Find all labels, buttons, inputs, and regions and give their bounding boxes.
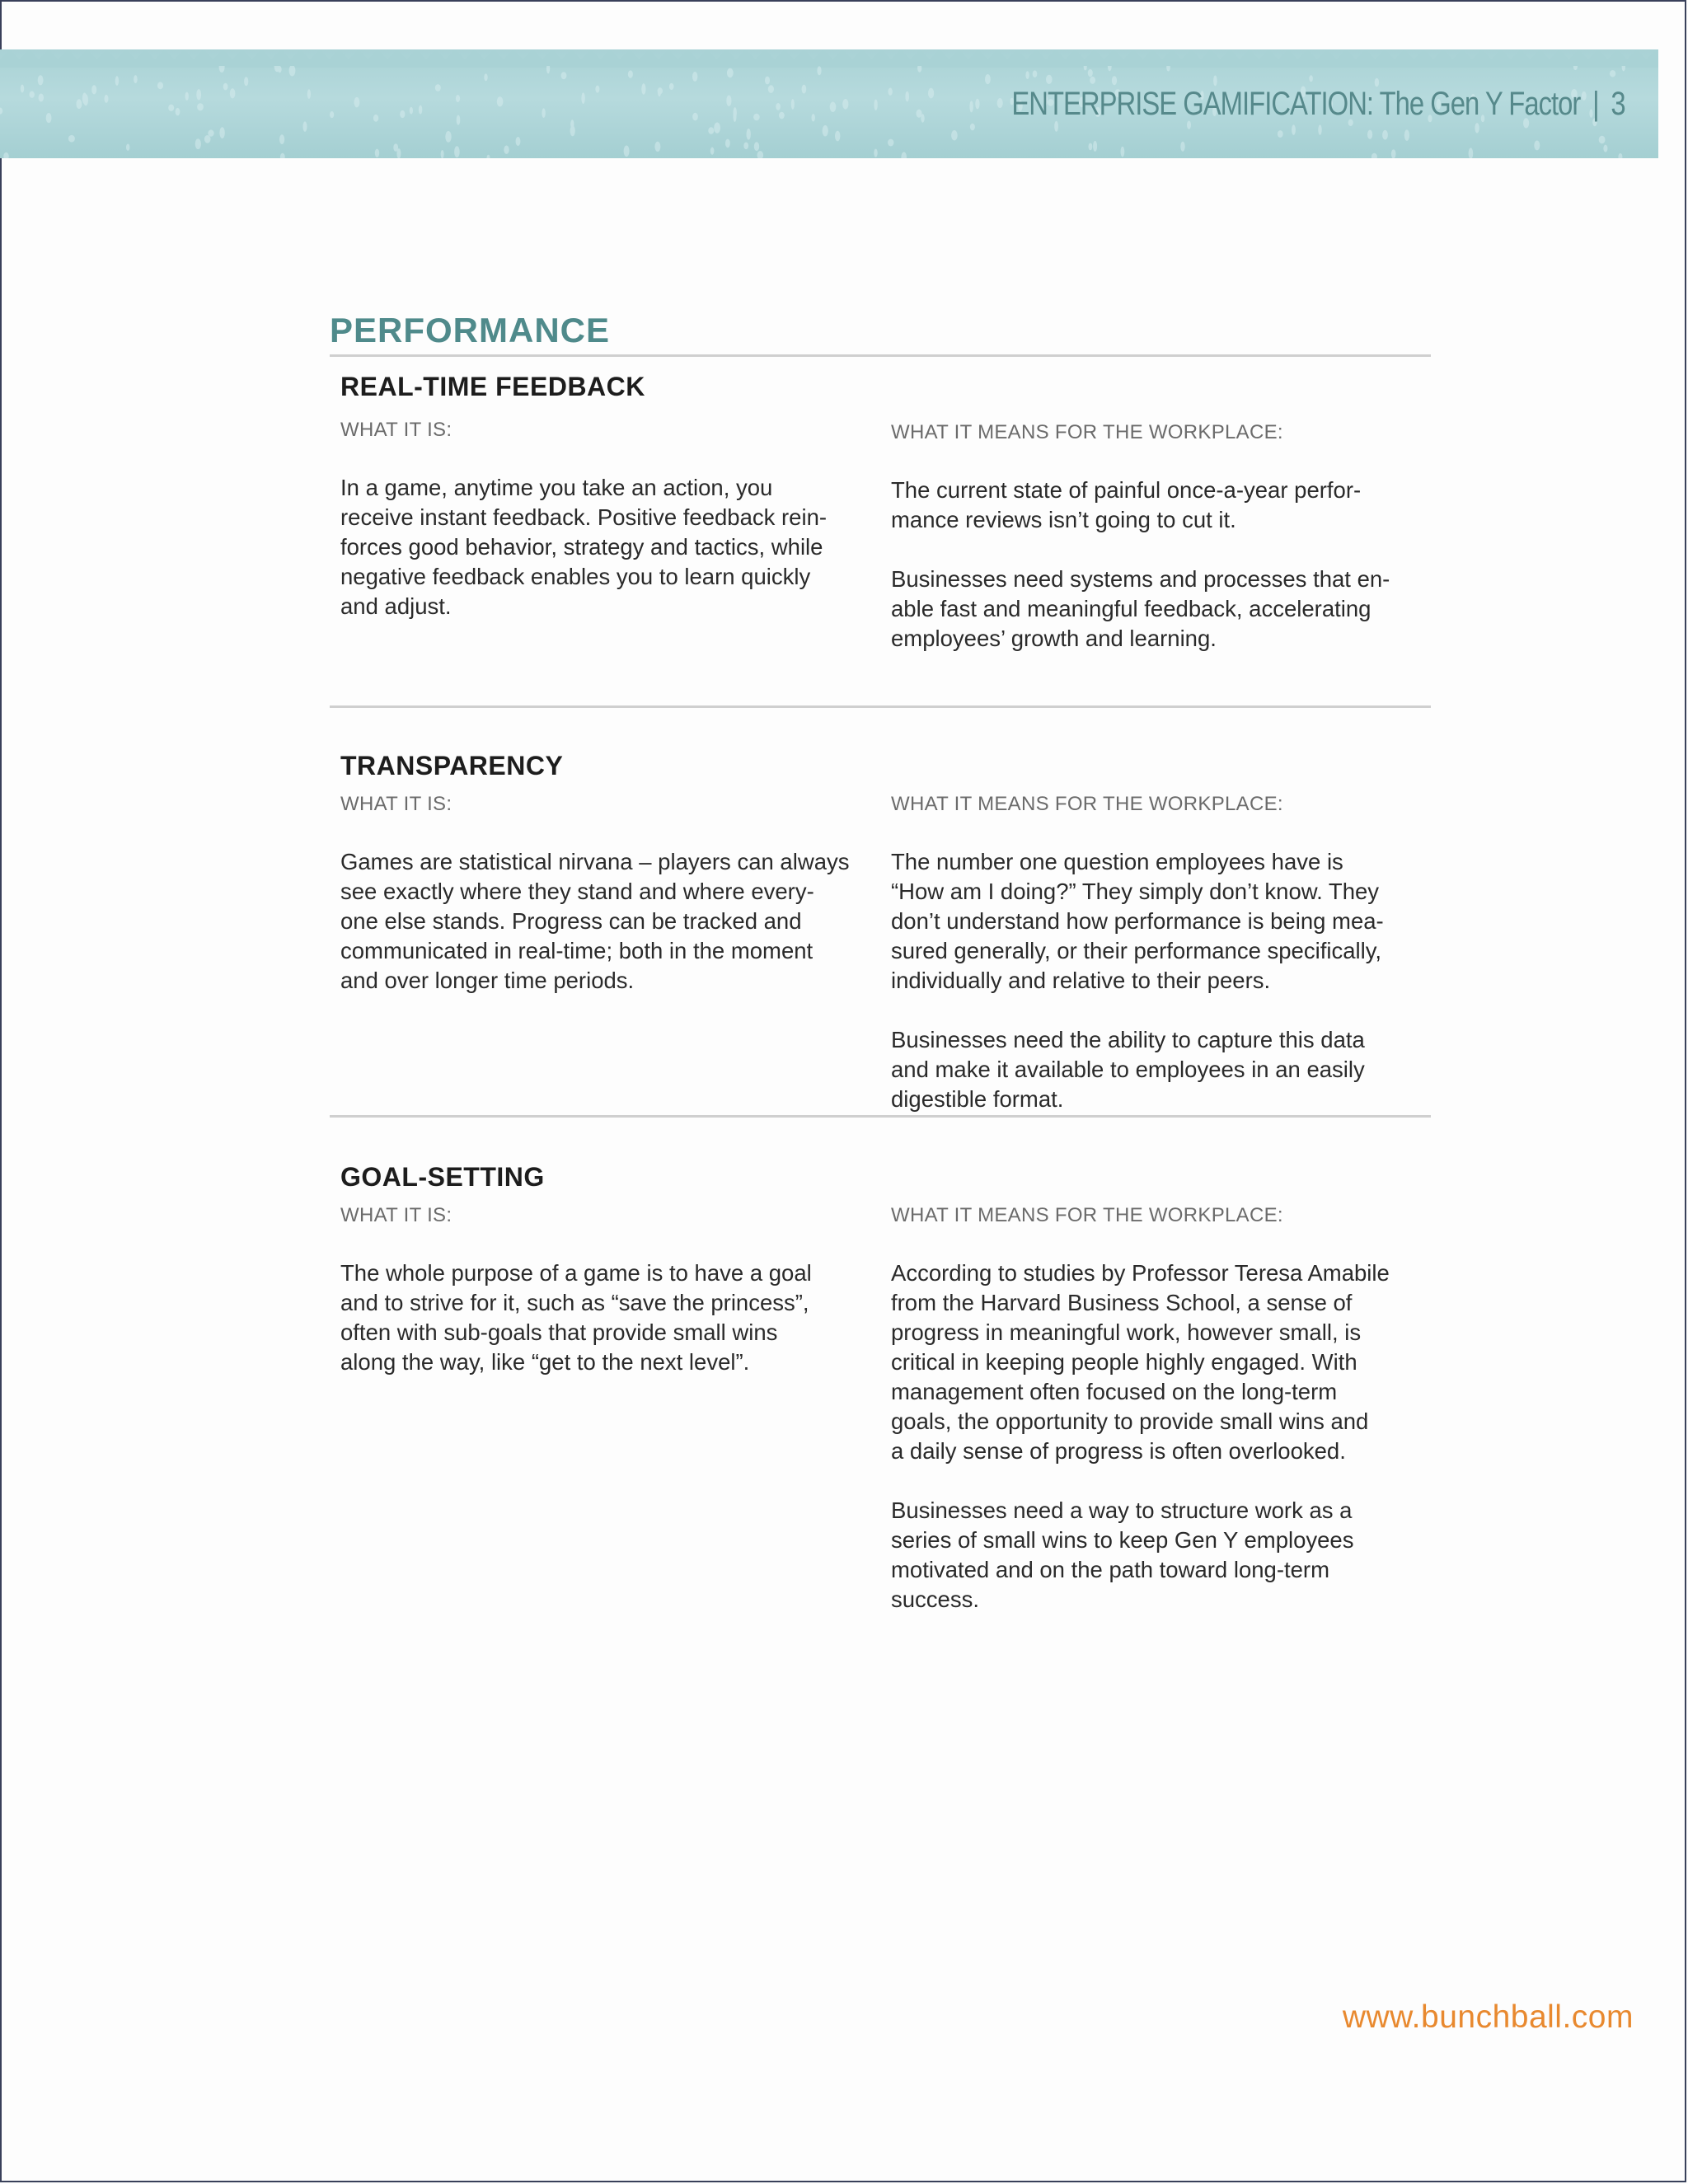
- header-speckle: [1610, 70, 1615, 77]
- block-title: TRANSPARENCY: [340, 751, 564, 781]
- header-speckle: [307, 89, 311, 99]
- header-speckle: [1622, 66, 1625, 72]
- header-speckle: [1180, 142, 1184, 152]
- header-speckle: [77, 99, 82, 109]
- header-speckle: [1372, 153, 1377, 158]
- header-speckle: [504, 146, 509, 154]
- workplace-column: [891, 1204, 1431, 1615]
- header-speckle: [1534, 141, 1540, 151]
- header-speckle: [768, 85, 774, 93]
- header-speckle: [692, 113, 698, 121]
- header-speckle: [487, 155, 490, 158]
- header-speckle: [1391, 149, 1396, 158]
- block-goal-setting: [330, 1118, 1431, 1615]
- header-speckle: [105, 95, 109, 103]
- running-header-separator: |: [1592, 86, 1599, 122]
- header-speckle: [970, 124, 975, 131]
- header-speckle: [765, 77, 770, 85]
- workplace-column: [891, 419, 1431, 654]
- header-speckle: [1213, 76, 1217, 87]
- header-speckle: [280, 153, 285, 158]
- workplace-label: WHAT IT MEANS FOR THE WORKPLACE:: [891, 1204, 1283, 1227]
- header-speckle: [157, 82, 163, 89]
- header-speckle: [654, 142, 660, 152]
- header-zigzag-edge: [0, 48, 1658, 68]
- header-speckle: [1318, 124, 1321, 134]
- header-speckle: [658, 87, 663, 94]
- header-speckle: [46, 113, 52, 123]
- header-speckle: [917, 66, 921, 73]
- header-speckle: [445, 131, 451, 143]
- header-speckle: [817, 66, 821, 75]
- header-speckle: [725, 139, 730, 148]
- header-speckle: [176, 108, 181, 115]
- header-speckle: [542, 108, 545, 118]
- header-speckle: [0, 108, 2, 115]
- header-speckle: [223, 83, 228, 91]
- header-speckle: [456, 95, 460, 102]
- what-it-is-label: WHAT IT IS:: [340, 1204, 452, 1227]
- header-speckle: [1090, 77, 1095, 84]
- header-speckle: [1469, 148, 1474, 158]
- header-speckle: [419, 105, 422, 115]
- what-it-is-column: [340, 419, 891, 654]
- what-it-is-label: WHAT IT IS:: [340, 419, 452, 442]
- header-speckle: [1093, 141, 1097, 152]
- header-speckle: [753, 114, 760, 121]
- header-speckle: [168, 105, 174, 111]
- workplace-paragraph: Businesses need the ability to capture this data and make it available to employees in an easily digestible format.: [891, 1027, 1365, 1113]
- header-speckle: [1278, 130, 1283, 138]
- what-it-is-paragraph: In a game, anytime you take an action, you receive instant feedback. Positive feedback rein- forces good behavior, strategy and tactics, while negative feedback enables you to learn quickly and adjust.: [340, 475, 828, 620]
- header-speckle: [561, 72, 567, 79]
- header-speckle: [624, 146, 630, 157]
- header-speckle: [375, 149, 379, 157]
- header-speckle: [208, 130, 213, 137]
- header-speckle: [396, 148, 401, 158]
- header-speckle: [776, 103, 781, 110]
- header-speckle: [802, 85, 807, 94]
- header-speckle: [1033, 70, 1038, 77]
- header-speckle: [1046, 75, 1053, 84]
- header-speckle: [1309, 75, 1313, 82]
- header-speckle: [68, 135, 75, 143]
- block-transparency: [330, 708, 1431, 1115]
- running-header: [1012, 86, 1625, 123]
- header-speckle: [901, 152, 907, 158]
- header-speckle: [134, 75, 138, 83]
- header-speckle: [710, 148, 715, 155]
- header-speckle: [454, 146, 460, 157]
- header-speckle: [195, 138, 201, 149]
- what-it-is-column: [340, 1204, 891, 1615]
- header-speckle: [435, 84, 441, 91]
- header-speckle: [874, 100, 877, 110]
- header-speckle: [1112, 76, 1117, 85]
- header-speckle: [669, 83, 674, 90]
- header-speckle: [497, 96, 504, 106]
- header-speckle: [185, 92, 189, 101]
- header-speckle: [842, 99, 848, 110]
- header-speckle: [1166, 66, 1170, 72]
- header-speckle: [1618, 153, 1622, 158]
- header-speckle: [727, 68, 734, 77]
- header-speckle: [570, 125, 575, 136]
- block-title: GOAL-SETTING: [340, 1162, 545, 1193]
- header-speckle: [975, 99, 979, 110]
- header-speckle: [779, 112, 785, 120]
- header-speckle: [1603, 145, 1607, 152]
- header-speckle: [204, 135, 211, 143]
- header-speckle: [1025, 71, 1029, 79]
- header-speckle: [595, 86, 599, 93]
- section-heading: PERFORMANCE: [330, 311, 611, 349]
- workplace-paragraph: Businesses need a way to structure work as a series of small wins to keep Gen Y employees motivated and on the path toward long-term success.: [891, 1497, 1354, 1613]
- header-speckle: [244, 77, 248, 86]
- header-speckle: [546, 66, 550, 73]
- header-speckle: [1088, 69, 1093, 77]
- header-speckle: [714, 123, 720, 134]
- header-speckle: [21, 85, 24, 93]
- block-title: REAL-TIME FEEDBACK: [340, 372, 645, 402]
- what-it-is-label: WHAT IT IS:: [340, 793, 452, 816]
- header-speckle: [1573, 66, 1578, 70]
- header-speckle: [1084, 66, 1087, 70]
- header-speckle: [726, 96, 731, 106]
- header-speckle: [823, 125, 828, 136]
- header-speckle: [279, 134, 284, 144]
- header-speckle: [791, 99, 795, 110]
- header-speckle: [196, 89, 201, 100]
- header-speckle: [115, 76, 119, 86]
- header-speckle: [1121, 147, 1125, 157]
- header-speckle: [400, 110, 405, 118]
- header-speckle: [230, 88, 236, 98]
- header-speckle: [757, 151, 764, 158]
- what-it-is-paragraph: Games are statistical nirvana – players can always see exactly where they stand and where every- one else stands. Progress can be tracked and communicated in real-time; both in the moment and over longer time periods.: [340, 849, 850, 994]
- header-speckle: [197, 103, 204, 110]
- workplace-paragraph: The number one question employees have is “How am I doing?” They simply don’t know. They don’t understand how performance is being mea- sured generally, or their performance specifically, individually and relative to their peers.: [891, 849, 1384, 994]
- header-speckle: [888, 88, 892, 96]
- header-speckle: [692, 72, 697, 82]
- header-speckle: [1108, 66, 1112, 71]
- header-speckle: [354, 97, 360, 107]
- header-speckle: [373, 115, 378, 122]
- header-speckle: [835, 131, 840, 142]
- header-speckle: [39, 94, 44, 102]
- header-speckle: [985, 74, 991, 84]
- running-header-title: ENTERPRISE GAMIFICATION: The Gen Y Factor: [1011, 86, 1581, 122]
- header-speckle: [997, 98, 1003, 108]
- header-speckle: [1475, 123, 1479, 133]
- main-content: [330, 312, 1431, 1615]
- header-speckle: [917, 110, 922, 118]
- header-speckle: [641, 83, 645, 95]
- header-speckle: [516, 137, 521, 146]
- workplace-paragraph: According to studies by Professor Teresa Amabile from the Harvard Business School, a sense of progress in meaningful work, however small, is critical in keeping people highly engaged. With management often focused on the long-term goals, the opportunity to provide small wins and a daily sense of progress is often overlooked.: [891, 1260, 1390, 1465]
- header-speckle: [219, 127, 224, 138]
- header-speckle: [330, 111, 334, 118]
- page-number: 3: [1611, 86, 1625, 122]
- header-speckle: [91, 85, 96, 94]
- block-real-time-feedback: [330, 357, 1431, 705]
- header-speckle: [82, 93, 87, 105]
- header-speckle: [969, 101, 973, 112]
- header-speckle: [289, 66, 296, 77]
- header-speckle: [812, 114, 815, 121]
- header-speckle: [219, 66, 225, 73]
- header-speckle: [708, 127, 714, 134]
- header-speckle: [441, 150, 444, 158]
- header-speckle: [830, 102, 837, 112]
- header-speckle: [30, 91, 35, 98]
- workplace-paragraph: Businesses need systems and processes that en- able fast and meaningful feedback, accelerating employees’ growth and learning.: [891, 566, 1390, 652]
- header-speckle: [734, 111, 737, 122]
- header-speckle: [581, 92, 584, 104]
- header-speckle: [410, 107, 413, 115]
- header-speckle: [1404, 129, 1409, 140]
- workplace-column: [891, 793, 1431, 1114]
- header-speckle: [628, 70, 633, 77]
- header-speckle: [747, 129, 751, 140]
- header-speckle: [1367, 130, 1372, 139]
- footer-website-link[interactable]: www.bunchball.com: [1342, 1999, 1634, 2035]
- workplace-paragraph: The current state of painful once-a-year perfor- mance reviews isn’t going to cut it.: [891, 477, 1362, 533]
- header-speckle: [1089, 143, 1093, 151]
- header-speckle: [303, 121, 307, 131]
- header-speckle: [126, 144, 129, 151]
- header-speckle: [484, 73, 487, 81]
- header-speckle: [743, 143, 748, 150]
- header-speckle: [754, 142, 759, 151]
- header-speckle: [905, 91, 909, 102]
- header-speckle: [928, 88, 934, 99]
- header-speckle: [3, 152, 8, 158]
- header-speckle: [1382, 130, 1388, 140]
- header-speckle: [1599, 136, 1606, 143]
- header-speckle: [1292, 124, 1296, 134]
- header-speckle: [38, 75, 44, 85]
- workplace-label: WHAT IT MEANS FOR THE WORKPLACE:: [891, 793, 1283, 816]
- header-speckle: [888, 139, 893, 147]
- workplace-label: WHAT IT MEANS FOR THE WORKPLACE:: [891, 421, 1283, 444]
- what-it-is-column: [340, 793, 891, 1114]
- header-speckle: [457, 115, 461, 125]
- header-speckle: [951, 130, 958, 140]
- header-speckle: [874, 149, 877, 157]
- what-it-is-paragraph: The whole purpose of a game is to have a goal and to strive for it, such as “save the princess”, often with sub-goals that provide small wins along the way, like “get to the next level”.: [340, 1260, 812, 1376]
